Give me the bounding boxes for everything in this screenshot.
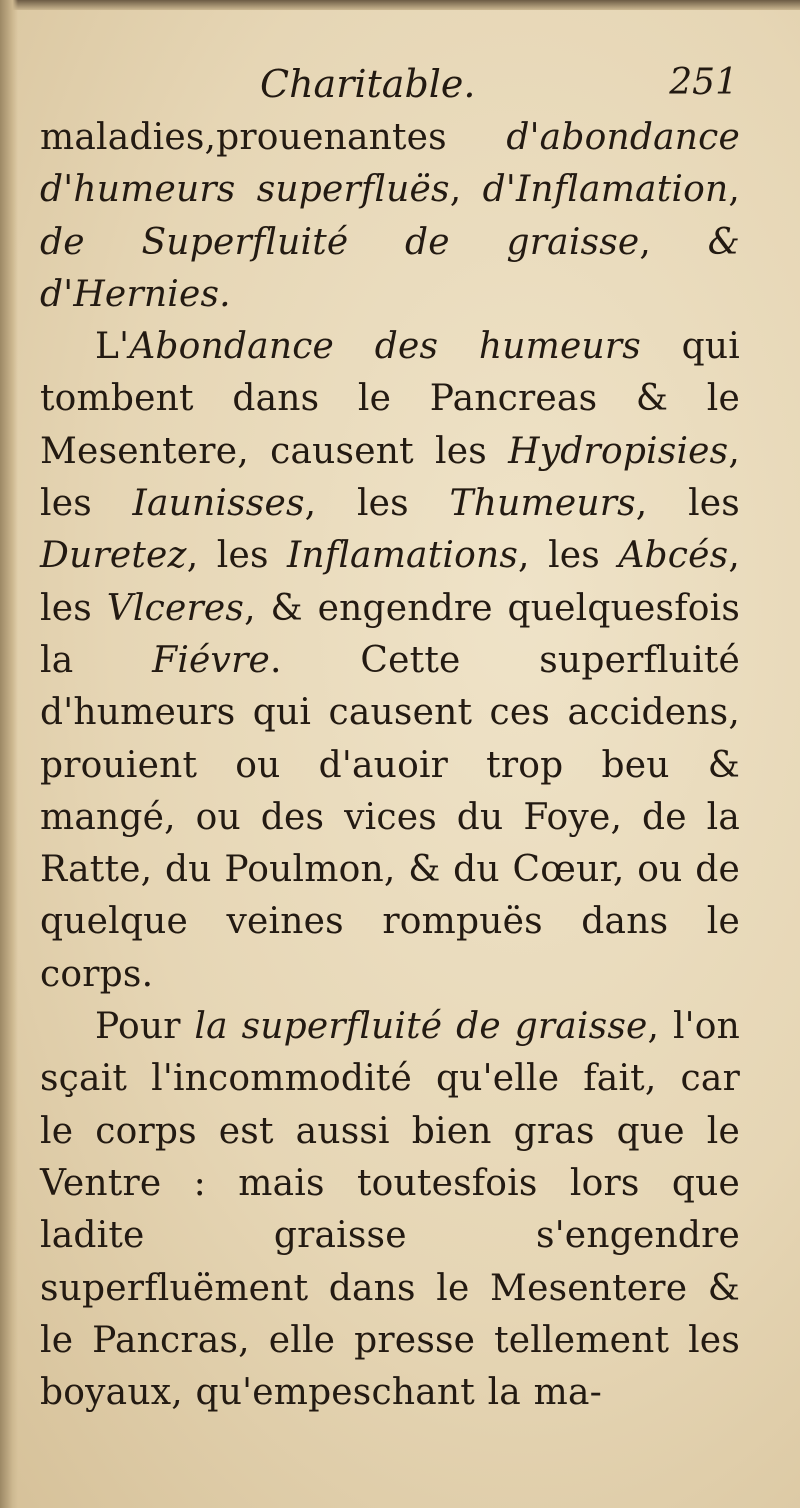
text-segment-italic: la superfluité de graisse [194,1006,648,1048]
text-segment: , & engendre quelquesfois la [40,587,740,681]
text-segment-italic: & d'Hernies. [40,221,740,315]
text-segment: , les [518,535,619,577]
text-segment: , les [40,535,740,629]
text-segment: , [449,169,483,211]
text-segment: , les [635,483,740,525]
text-segment-italic: Fiévre [152,639,270,681]
page-gutter-shadow [0,0,18,1508]
text-segment-italic: Inflamations [287,535,519,577]
text-segment: maladies,prouenantes [40,117,507,158]
text-segment-italic: Hydropisies [508,430,729,472]
paragraph-3 [40,1001,740,1419]
page-number: 251 [669,62,738,103]
body-text [40,112,740,1419]
text-segment: . Cette superfluité d'humeurs qui causent ces accidens, prouient ou d'auoir trop beu & mangé, ou des vices du Foye, de la Ratte, du Poulmon, & du Cœur, ou de quelque veines rompuës dans le corps. [40,639,740,995]
text-segment-italic: de Superfluité de graisse [40,221,640,263]
text-segment-italic: Vlceres [106,587,245,629]
text-segment: , [728,169,740,211]
text-segment-italic: Duretez [40,535,187,577]
running-title: Charitable. [260,62,476,106]
text-segment-italic: Abcés [618,535,729,577]
text-segment: , les [40,430,740,525]
page-header [260,62,738,112]
paragraph-1 [40,112,740,321]
text-segment-italic: d'abondance d'humeurs superfluës [40,117,740,211]
page-top-edge [0,0,800,10]
text-segment: , [639,221,708,263]
text-segment: , les [304,483,450,525]
text-segment: , l'on sçait l'incommodité qu'elle fait, car le corps est aussi bien gras que le Ventre : mais toutesfois lors que ladite graisse s'engendre superfluëment dans le Mesentere & le Pancras, elle presse tellement les boyaux, qu'empeschant la ma- [40,1006,741,1414]
paragraph-2 [40,321,740,1001]
text-segment-italic: Thumeurs [449,483,636,525]
text-segment-italic: Iaunisses [132,483,305,525]
text-segment: , les [186,535,288,577]
text-segment: Pour [95,1006,195,1048]
text-segment: L' [95,326,130,368]
text-segment-italic: Abondance des humeurs [129,326,641,368]
text-segment-italic: d'Inflamation [482,169,729,211]
text-segment: qui tombent dans le Pancreas & le Mesentere, causent les [40,326,740,472]
